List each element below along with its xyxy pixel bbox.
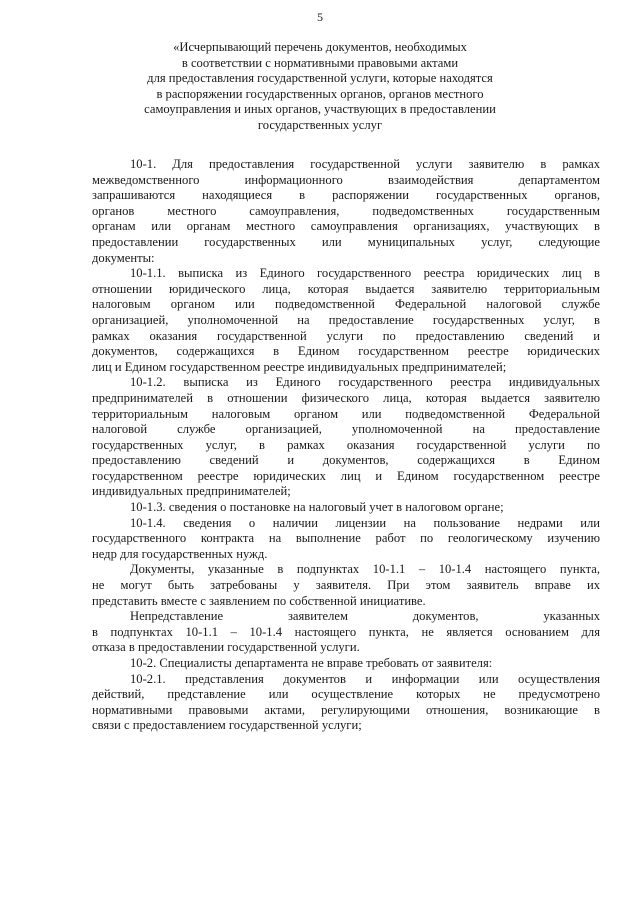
paragraph-line: органов местного самоуправления, подведомственных государственным [92, 203, 600, 218]
paragraph-line: 10-1.3. сведения о постановке на налоговый учет в налоговом органе; [130, 500, 504, 515]
paragraph-line: 10-1.4. сведения о наличии лицензии на пользование недрами или [130, 515, 600, 530]
paragraph-line: 10-1.1. выписка из Единого государственного реестра юридических лиц в [130, 266, 600, 281]
paragraph-line: индивидуальных предпринимателей; [92, 484, 291, 499]
paragraph-line: представить вместе с заявлением по собственной инициативе. [92, 593, 426, 608]
paragraph-line: документы: [92, 250, 155, 265]
heading-line: в соответствии с нормативными правовыми актами [181, 55, 459, 70]
paragraph [92, 157, 600, 266]
paragraph-line: в подпунктах 10-1.1 – 10-1.4 настоящего пункта, не является основанием для [92, 624, 600, 639]
paragraph-line: государственного контракта на выполнение работ по геологическому изучению [92, 531, 600, 546]
paragraph-line: документов, содержащихся в Едином государственном реестре юридических [92, 344, 600, 359]
paragraph-line: органам или органам местного самоуправления организациях, участвующих в [92, 219, 600, 234]
paragraph-line: 10-2.1. представления документов и информации или осуществления [130, 671, 600, 686]
paragraph-line: предпринимателей в отношении физического лица, которая выдается заявителю [92, 390, 600, 405]
section-heading [110, 40, 530, 133]
paragraph [92, 656, 600, 672]
paragraph [92, 516, 600, 563]
paragraph [92, 562, 600, 609]
paragraph-line: запрашиваются находящиеся в распоряжении государственных органов, [92, 188, 600, 203]
paragraph-line: предоставлении государственных или муниципальных услуг, следующие [92, 234, 600, 249]
paragraph-line: рамках оказания государственной услуги по предоставлению сведений и [92, 328, 600, 343]
paragraph [92, 500, 600, 516]
paragraph-line: лиц и Едином государственном реестре индивидуальных предпринимателей; [92, 359, 507, 374]
paragraph-line: предоставлению сведений и документов, содержащихся в Едином [92, 453, 600, 468]
paragraph [92, 375, 600, 500]
paragraph [92, 609, 600, 656]
paragraph-line: государственном реестре юридических лиц и Едином государственном реестре [92, 468, 600, 483]
paragraph-line: нормативными правовыми актами, регулирующими отношения, возникающие в [92, 702, 600, 717]
heading-line: для предоставления государственной услуги, которые находятся [147, 71, 493, 85]
paragraph-line: связи с предоставлением государственной услуги; [92, 718, 362, 733]
paragraph-line: действий, представление или осуществление которых не предусмотрено [92, 687, 600, 702]
paragraph-line: Документы, указанные в подпунктах 10-1.1 – 10-1.4 настоящего пункта, [130, 562, 600, 577]
paragraph-line: государственных услуг, в рамках оказания государственной услуги по [92, 437, 600, 452]
paragraph-line: Непредставление заявителем документов, указанных [130, 609, 600, 624]
heading-line: государственных услуг [257, 117, 383, 132]
paragraph-line: отказа в предоставлении государственной услуги. [92, 640, 360, 655]
paragraph-line: межведомственного информационного взаимодействия департаментом [92, 172, 600, 187]
paragraph [92, 266, 600, 375]
paragraph-line: территориальным налоговым органом или подведомственной Федеральной [92, 406, 600, 421]
paragraph-line: недр для государственных нужд. [92, 546, 268, 561]
paragraph-line: 10-1.2. выписка из Единого государственного реестра индивидуальных [130, 375, 600, 390]
paragraph-line: не могут быть затребованы у заявителя. При этом заявитель вправе их [92, 578, 600, 593]
heading-line: «Исчерпывающий перечень документов, необходимых [173, 40, 467, 54]
paragraph-line: отношении юридического лица, которая выдается заявителю территориальным [92, 281, 600, 296]
paragraph-line: 10-2. Специалисты департамента не вправе требовать от заявителя: [130, 656, 493, 670]
document-body [92, 157, 600, 734]
paragraph-line: организацией, уполномоченной на предоставление государственных услуг, в [92, 312, 600, 327]
paragraph [92, 672, 600, 734]
paragraph-line: налоговой службе организацией, уполномоченной на предоставление [92, 422, 600, 437]
paragraph-line: 10-1. Для предоставления государственной услуги заявителю в рамках [130, 157, 600, 171]
page-number: 5 [317, 10, 323, 24]
heading-line: самоуправления и иных органов, участвующих в предоставлении [144, 102, 496, 116]
paragraph-line: налоговым органом или подведомственной Федеральной налоговой службе [92, 297, 600, 312]
heading-line: в распоряжении государственных органов, органов местного [156, 86, 484, 101]
